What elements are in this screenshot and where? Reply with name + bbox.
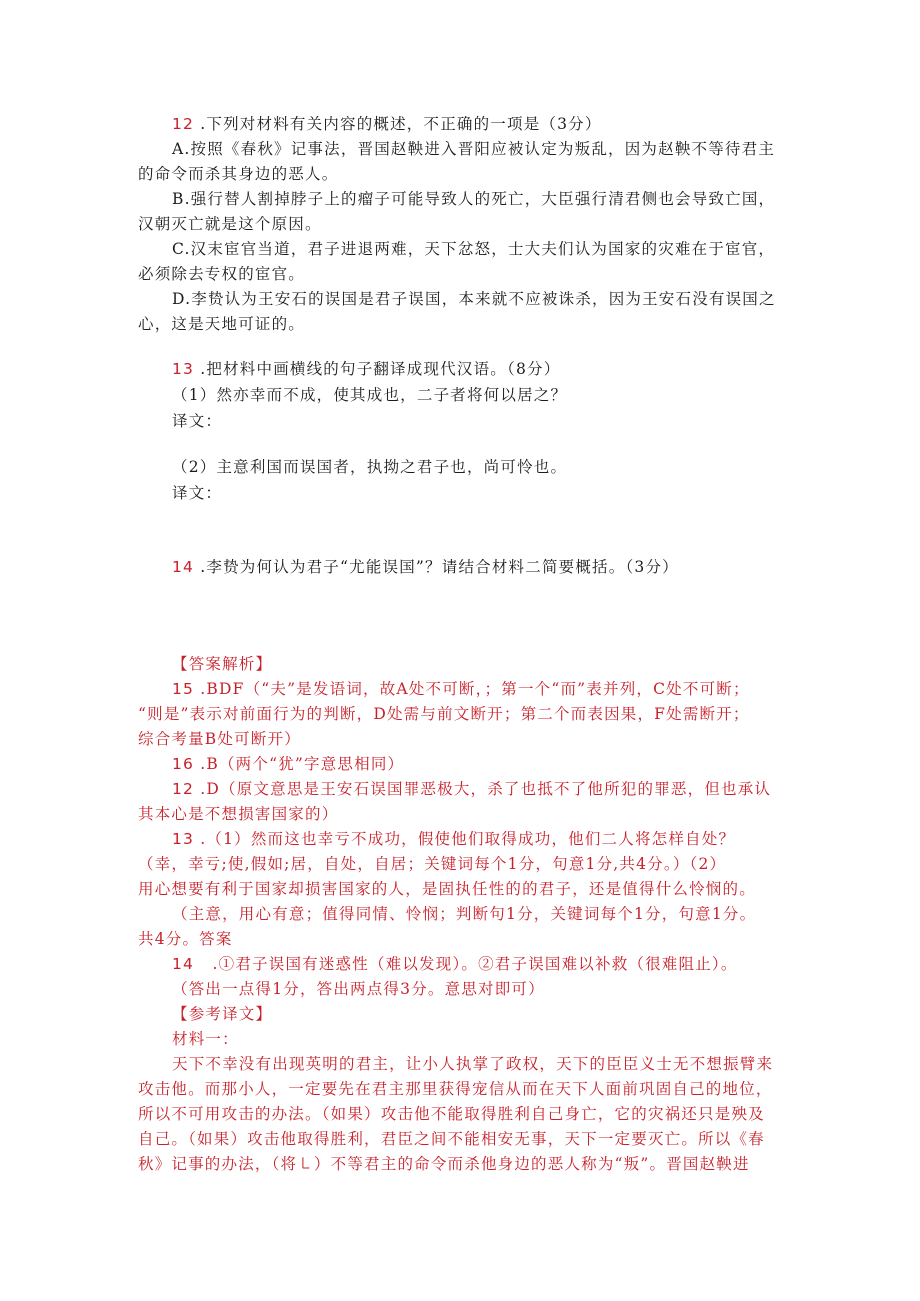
answer-heading: 【答案解析】: [172, 655, 273, 673]
answer-15-line3: 综合考量B处可断开）: [138, 730, 301, 748]
material-one-label: 材料一：: [172, 1030, 239, 1048]
answer-15-line1: 15 .BDF（“夫”是发语词，故A处不可断，；第一个“而”表并列，C处不可断；: [172, 680, 750, 698]
answer-13-line3: 用心想要有利于国家却损害国家的人，是固执任性的的君子，还是值得什么怜悯的。: [138, 880, 756, 898]
q12-option-b-line1: B.强行替人割掉脖子上的瘤子可能导致人的死亡，大臣强行清君侧也会导致亡国，: [172, 190, 776, 208]
translation-line-3: 所以不可用攻击的办法。（如果）攻击他不能取得胜利自己身亡，它的灾祸还只是殃及: [138, 1105, 765, 1123]
answer-14-number: 14: [172, 955, 195, 973]
q12-option-b-line2: 汉朝灭亡就是这个原因。: [138, 215, 322, 233]
q12-option-c-line2: 必须除去专权的宦官。: [138, 265, 306, 283]
translation-line-2: 攻击他。而那小人，一定要先在君主那里获得宠信从而在天下人面前巩固自己的地位，: [138, 1080, 773, 1098]
q12-option-c-line1: C.汉末宦官当道，君子进退两难，天下忿怒，士大夫们认为国家的灾难在于宦官，: [172, 240, 776, 258]
q13-stem: 13 .把材料中画横线的句子翻译成现代汉语。（8分）: [172, 360, 561, 378]
answer-12-line1: 12 .D（原文意思是王安石误国罪恶极大，杀了也抵不了他所犯的罪恶，但也承认: [172, 780, 772, 798]
q13-sentence-1: （1）然亦幸而不成，使其成也，二子者将何以居之？: [172, 386, 568, 404]
answer-12-line2: 其本心是不想损害国家的）: [138, 805, 339, 823]
translation-line-4: 自己。（如果）攻击他取得胜利，君臣之间不能相安无事，天下一定要灭亡。所以《春: [138, 1130, 765, 1148]
q13-sentence-2: （2）主意利国而误国者，执拗之君子也，尚可怜也。: [172, 458, 568, 476]
answer-13-number: 13: [172, 830, 195, 848]
answer-16: 16 .B（两个“犹”字意思相同）: [172, 755, 405, 773]
q12-option-d-line2: 心，这是天地可证的。: [138, 315, 306, 333]
answer-14-line2: （答出一点得1分，答出两点得3分。意思对即可）: [172, 980, 545, 998]
q12-stem: 12 .下列对材料有关内容的概述，不正确的一项是（3分）: [172, 115, 602, 133]
answer-15-line2: “则是”表示对前面行为的判断，D处需与前文断开；第二个而表因果，F处需断开；: [138, 705, 750, 723]
q14-number: 14: [172, 558, 195, 576]
q13-translation-label-1: 译文：: [172, 412, 223, 430]
q12-option-d-line1: D.李贽认为王安石的误国是君子误国，本来就不应被诛杀，因为王安石没有误国之: [172, 290, 776, 308]
answer-15-number: 15: [172, 680, 195, 698]
answer-12-number: 12: [172, 780, 195, 798]
reference-translation-heading: 【参考译文】: [172, 1005, 273, 1023]
q13-number: 13: [172, 360, 195, 378]
answer-13-line1: 13 .（1）然而这也幸亏不成功，假使他们取得成功，他们二人将怎样自处？: [172, 830, 736, 848]
answer-13-line2: （幸，幸亏;使,假如;居，自处，自居；关键词每个1分，句意1分,共4分。）（2）: [138, 855, 727, 873]
q14-stem: 14 .李贽为何认为君子“尤能误国”？请结合材料二简要概括。（3分）: [172, 558, 679, 576]
answer-16-number: 16: [172, 755, 195, 773]
answer-14-line1: 14 .①君子误国有迷惑性（难以发现）。②君子误国难以补救（很难阻止）。: [172, 955, 738, 973]
translation-line-1: 天下不幸没有出现英明的君主，让小人执掌了政权，天下的臣臣义士无不想振臂来: [172, 1055, 774, 1073]
q13-translation-label-2: 译文：: [172, 484, 223, 502]
q12-option-a-line2: 的命令而杀其身边的恶人。: [138, 165, 339, 183]
q12-number: 12: [172, 115, 195, 133]
answer-13-line5: 共4分。答案: [138, 930, 233, 948]
answer-13-line4: （主意，用心有意；值得同情、怜悯；判断句1分，关键词每个1分，句意1分。: [172, 905, 757, 923]
translation-line-5: 秋》记事的办法，（将㇄）不等君主的命令而杀他身边的恶人称为“叛”。晋国赵鞅进: [138, 1155, 750, 1173]
q12-option-a-line1: A.按照《春秋》记事法，晋国赵鞅进入晋阳应被认定为叛乱，因为赵鞅不等待君主: [172, 140, 776, 158]
